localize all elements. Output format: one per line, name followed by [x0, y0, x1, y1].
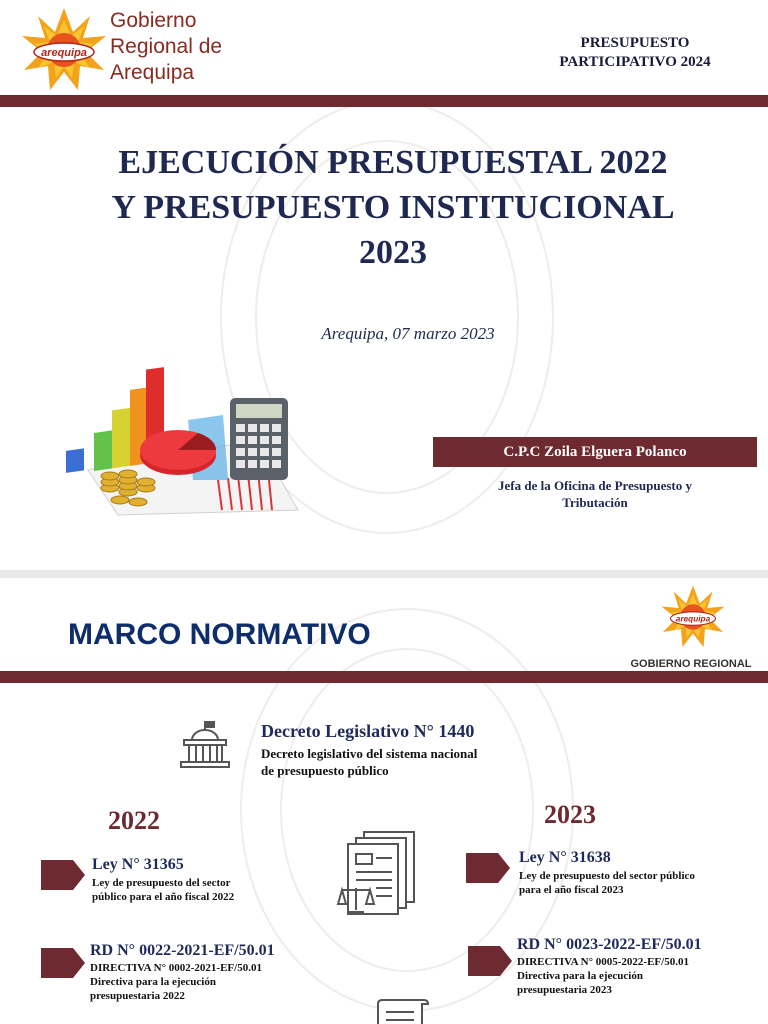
decreto-description: Decreto legislativo del sistema nacional de presupuesto público — [261, 746, 478, 778]
scroll-document-icon — [372, 996, 432, 1024]
item-title: Ley N° 31365 — [92, 856, 184, 873]
gobierno-regional-logo — [18, 6, 228, 94]
government-building-icon — [178, 720, 232, 774]
arrow-marker-icon — [466, 853, 510, 883]
slide-title-text: EJECUCIÓN PRESUPUESTAL 2022 Y PRESUPUESTO INSTITUCIONAL 2023 — [111, 144, 675, 271]
presentation-date: Arequipa, 07 marzo 2023 — [321, 324, 495, 343]
svg-text:arequipa: arequipa — [41, 47, 87, 59]
slide-title: MARCO NORMATIVO — [68, 618, 371, 651]
item-title: RD N° 0023-2022-EF/50.01 — [517, 936, 702, 953]
arrow-marker-icon — [468, 946, 512, 976]
presenter-role: Jefa de la Oficina de Presupuesto y Tributación — [497, 478, 693, 510]
header-divider-bar — [0, 95, 768, 107]
svg-text:arequipa: arequipa — [675, 614, 711, 624]
header-right-caption: PRESUPUESTO PARTICIPATIVO 2024 — [559, 35, 711, 70]
sun-logo-icon — [18, 6, 110, 94]
logo-text-line-2: Regional de — [110, 35, 223, 58]
presenter-name-banner: C.P.C Zoila Elguera Polanco — [433, 437, 757, 467]
legal-documents-icon — [330, 830, 420, 922]
arrow-marker-icon — [41, 948, 85, 978]
slide-gap — [0, 570, 768, 578]
year-2023-label: 2023 — [544, 800, 596, 829]
item-title: Ley N° 31638 — [519, 849, 611, 866]
rd-0022-item: RD N° 0022-2021-EF/50.01 DIRECTIVA N° 0002-2021-EF/50.01 Directiva para la ejecución presupuestaria 2022 — [90, 942, 275, 1002]
header-divider-bar — [0, 671, 768, 683]
logo-caption: GOBIERNO REGIONAL — [630, 658, 752, 670]
ley-31638-item: Ley N° 31638 Ley de presupuesto del sector público para el año fiscal 2023 — [519, 849, 695, 896]
sun-logo-icon — [658, 584, 728, 650]
arrow-marker-icon — [41, 860, 85, 890]
logo-text-line-3: Arequipa — [110, 61, 195, 84]
slide-marco-normativo — [0, 578, 768, 1024]
logo-text-line-1: Gobierno — [110, 9, 197, 32]
gobierno-regional-logo-small — [628, 584, 754, 674]
rd-0023-item: RD N° 0023-2022-EF/50.01 DIRECTIVA N° 0005-2022-EF/50.01 Directiva para la ejecución presupuestaria 2023 — [517, 936, 702, 996]
year-2022-label: 2022 — [108, 806, 160, 835]
finance-illustration-icon — [58, 360, 308, 520]
ley-31365-item: Ley N° 31365 Ley de presupuesto del sector público para el año fiscal 2022 — [92, 856, 235, 903]
decreto-title: Decreto Legislativo N° 1440 — [261, 721, 475, 741]
item-title: RD N° 0022-2021-EF/50.01 — [90, 942, 275, 959]
